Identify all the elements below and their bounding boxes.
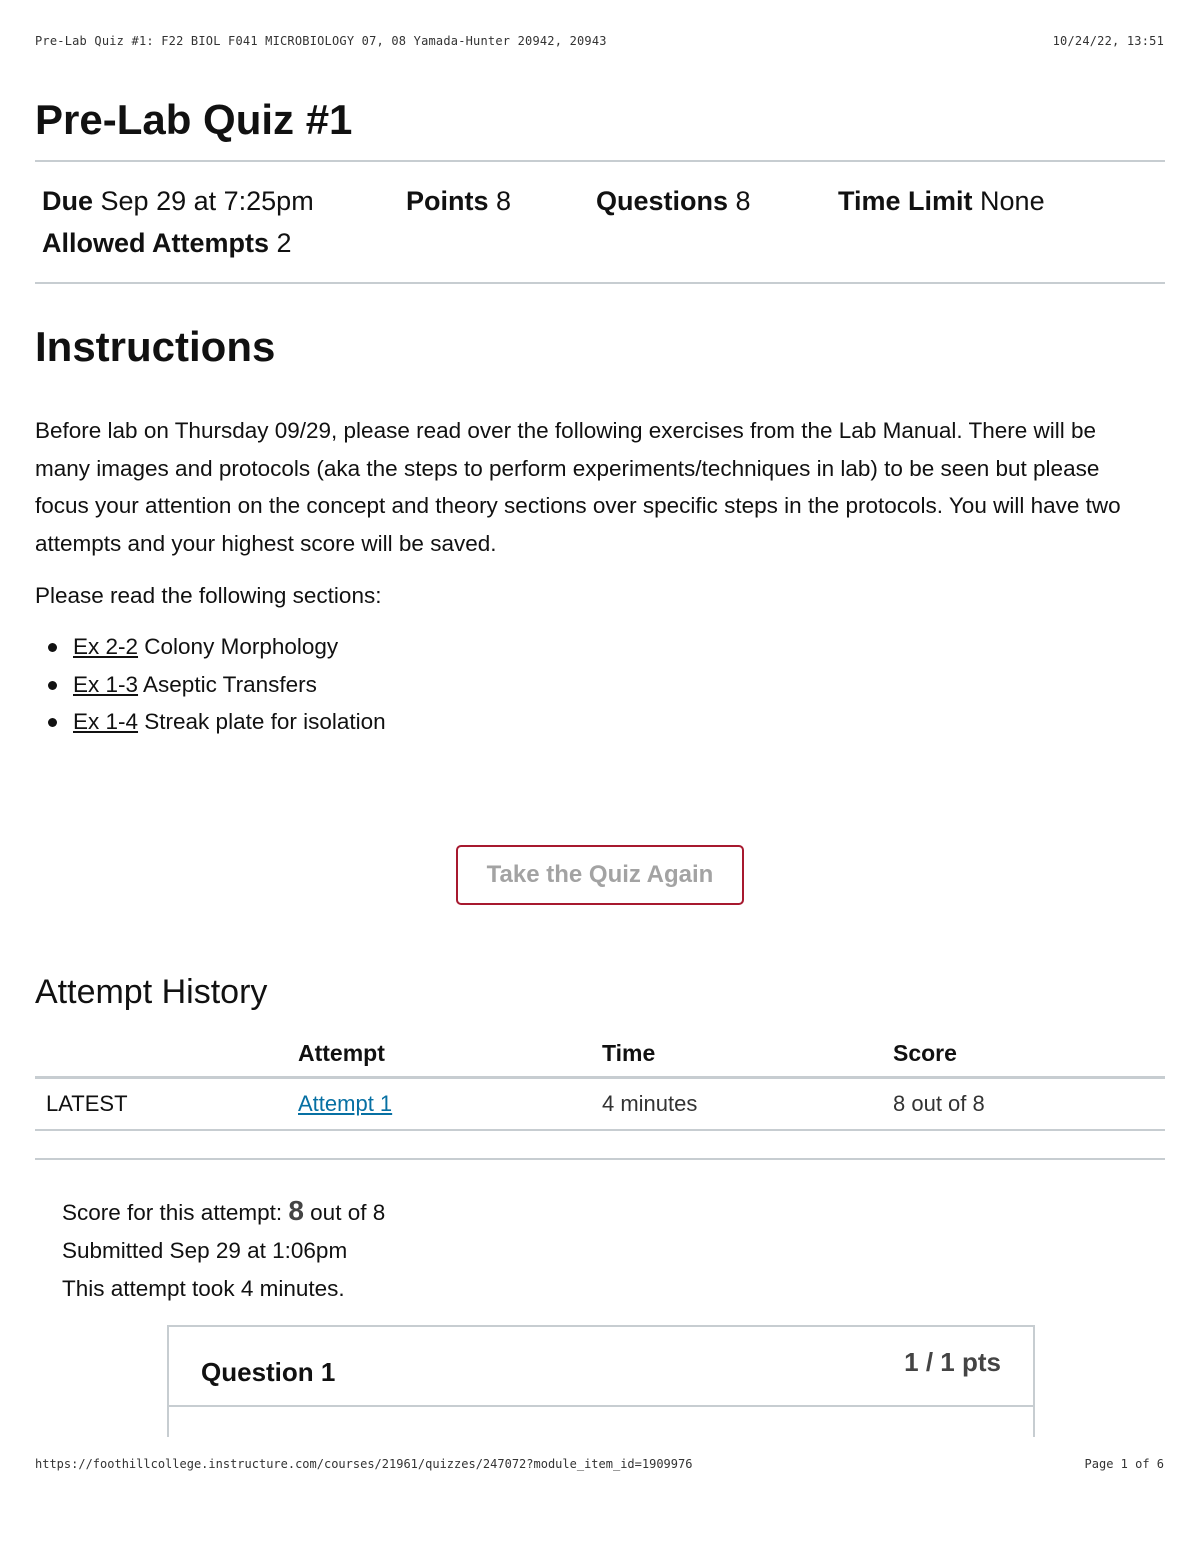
attempt-submitted: Submitted Sep 29 at 1:06pm [62, 1238, 348, 1263]
column-header [35, 1030, 297, 1078]
section-link[interactable]: Ex 2-2 [73, 634, 139, 659]
question-card [167, 1325, 1035, 1437]
print-footer-page: Page 1 of 6 [1084, 1457, 1164, 1471]
print-header [35, 34, 1164, 48]
question-points: 1 / 1 pts [904, 1347, 1001, 1377]
attempt-score: 8 out of 8 [892, 1078, 1165, 1131]
divider [35, 282, 1165, 284]
attempt-summary [62, 1192, 385, 1308]
meta-time-limit: Time Limit None [838, 186, 1045, 216]
meta-questions: Questions 8 [596, 186, 751, 216]
column-header-attempt: Attempt [297, 1030, 601, 1078]
quiz-content [35, 96, 1165, 1387]
attempt-time: 4 minutes [601, 1078, 892, 1131]
bullet-icon [48, 681, 57, 690]
print-header-datetime: 10/24/22, 13:51 [1052, 34, 1164, 48]
bullet-icon [48, 643, 57, 652]
divider [35, 1158, 1165, 1160]
sections-list [35, 628, 1165, 741]
print-header-title: Pre-Lab Quiz #1: F22 BIOL F041 MICROBIOLOGY 07, 08 Yamada-Hunter 20942, 20943 [35, 34, 607, 48]
section-link[interactable]: Ex 1-4 [73, 709, 139, 734]
column-header-time: Time [601, 1030, 892, 1078]
attempt-link[interactable]: Attempt 1 [298, 1091, 393, 1116]
quiz-meta [35, 162, 1165, 282]
attempt-score-line: Score for this attempt: 8 out of 8 [62, 1195, 386, 1226]
list-item: Ex 1-4 Streak plate for isolation [73, 703, 1165, 741]
print-footer-url: https://foothillcollege.instructure.com/courses/21961/quizzes/247072?module_item_id=1909976 [35, 1457, 693, 1471]
meta-allowed-attempts: Allowed Attempts 2 [42, 228, 292, 258]
bullet-icon [48, 718, 57, 727]
table-row [35, 1078, 1165, 1131]
sections-label: Please read the following sections: [35, 583, 382, 608]
take-quiz-again-button[interactable]: Take the Quiz Again [456, 845, 744, 905]
meta-points: Points 8 [406, 186, 512, 216]
attempt-history-heading: Attempt History [35, 973, 268, 1011]
list-item: Ex 1-3 Aseptic Transfers [73, 666, 1165, 704]
print-footer [35, 1457, 1164, 1471]
attempt-duration: This attempt took 4 minutes. [62, 1276, 345, 1301]
list-item: Ex 2-2 Colony Morphology [73, 628, 1165, 666]
meta-due: Due Sep 29 at 7:25pm [42, 186, 314, 216]
attempt-history-table [35, 1030, 1165, 1131]
question-header [169, 1327, 1033, 1407]
question-title: Question 1 [201, 1357, 336, 1387]
page-title: Pre-Lab Quiz #1 [35, 96, 353, 143]
instructions-body: Before lab on Thursday 09/29, please read over the following exercises from the Lab Manual. There will be many images and protocols (aka the steps to perform experiments/techniques in lab) to be seen but please focus your attention on the concept and theory sections over specific steps in the protocols. You will have two attempts and your highest score will be saved. [35, 418, 1121, 556]
attempt-status: LATEST [35, 1078, 297, 1131]
instructions-heading: Instructions [35, 323, 276, 370]
column-header-score: Score [892, 1030, 1165, 1078]
section-link[interactable]: Ex 1-3 [73, 671, 139, 697]
